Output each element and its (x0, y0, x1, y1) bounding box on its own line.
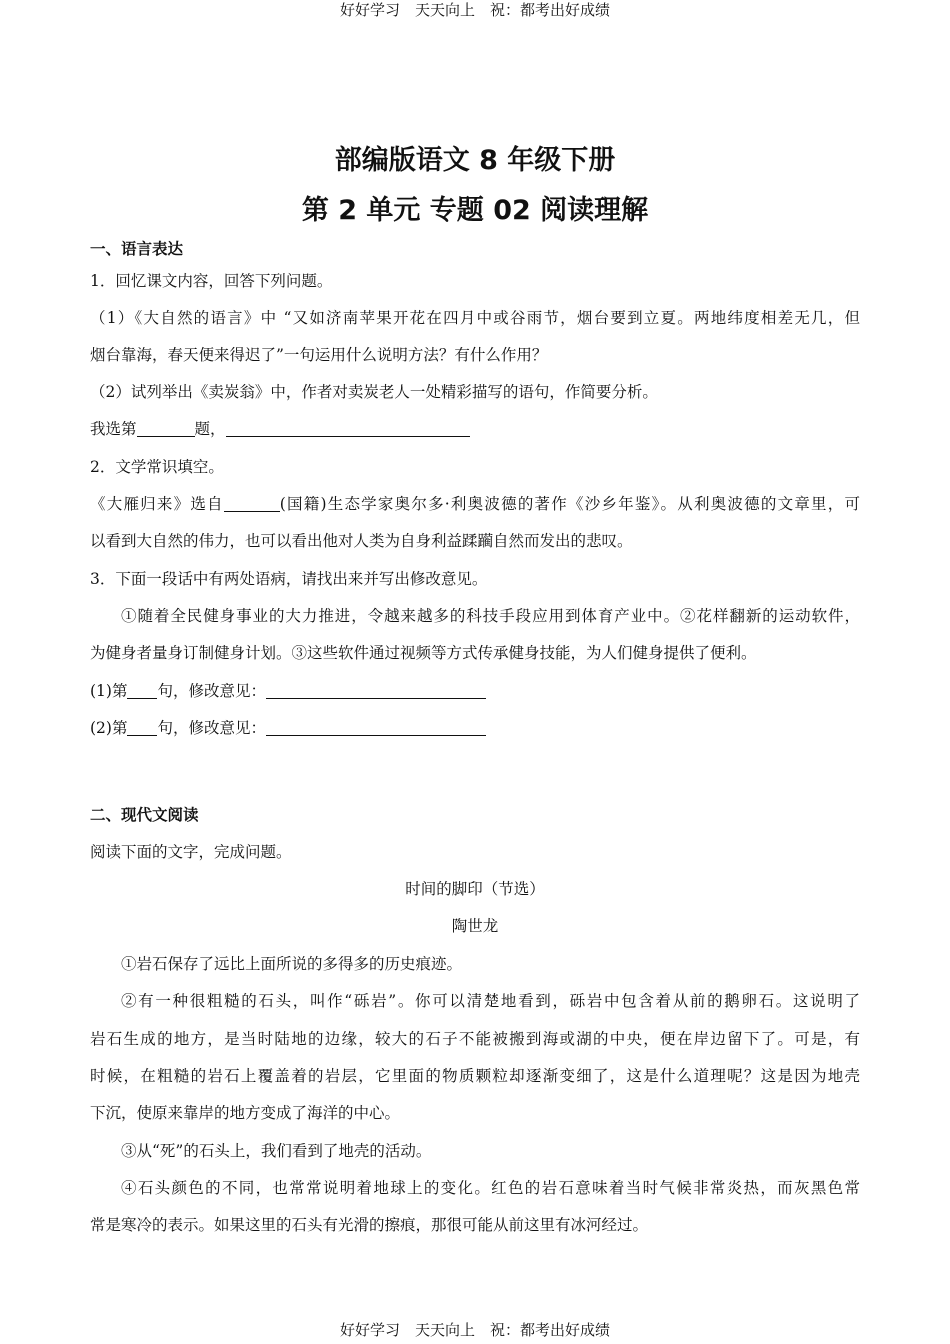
article-paragraph-2-line-1: ②有一种很粗糙的石头，叫作“砾岩”。你可以清楚地看到，砾岩中包含着从前的鹅卵石。这说明了 (121, 992, 860, 1010)
page-footer: 好好学习 天天向上 祝：都考出好成绩 (339, 1321, 610, 1339)
page-header: 好好学习 天天向上 祝：都考出好成绩 (339, 1, 610, 19)
nationality-blank[interactable] (224, 495, 280, 512)
question-1-part-1-line-2: 烟台靠海，春天便来得迟了”一句运用什么说明方法？有什么作用？ (90, 346, 548, 364)
question-2-text-after-blank: (国籍)生态学家奥尔多·利奥波德的著作《沙乡年鉴》。从利奥波德的文章里，可 (279, 495, 860, 513)
sentence-number-blank-1[interactable] (127, 682, 157, 699)
question-2-stem: 2．文学常识填空。 (90, 458, 224, 476)
question-3-paragraph-line-2: 为健身者量身订制健身计划。③这些软件通过视频等方式传承健身技能，为人们健身提供了便利。 (90, 644, 757, 662)
article-paragraph-4-line-1: ④石头颜色的不同，也常常说明着地球上的变化。红色的岩石意味着当时气候非常炎热，而灰黑色常 (121, 1179, 860, 1197)
article-paragraph-2-line-2: 岩石生成的地方，是当时陆地的边缘，较大的石子不能被搬到海或湖的中央，便在岸边留下了。可是，有 (90, 1030, 860, 1048)
answer-1-prefix: (1)第 (90, 682, 128, 700)
answer-1-label: 句，修改意见： (157, 682, 266, 700)
sentence-number-blank-2[interactable] (127, 719, 157, 736)
question-number-blank[interactable] (137, 420, 195, 437)
answer-blank[interactable] (226, 420, 470, 437)
article-paragraph-2-line-4: 下沉，使原来靠岸的地方变成了海洋的中心。 (90, 1104, 401, 1122)
section-heading-modern-reading: 二、现代文阅读 (90, 806, 199, 824)
question-1-part-1-line-1: （1）《大自然的语言》中 “又如济南苹果开花在四月中或谷雨节，烟台要到立夏。两地纬度相差无几，但 (90, 309, 860, 327)
article-paragraph-4-line-2: 常是寒冷的表示。如果这里的石头有光滑的擦痕，那很可能从前这里有冰河经过。 (90, 1216, 649, 1234)
answer-2-label: 句，修改意见： (157, 719, 266, 737)
question-2-line-1 (90, 493, 860, 515)
question-3-paragraph-line-1: ①随着全民健身事业的大力推进，令越来越多的科技手段应用到体育产业中。②花样翻新的运动软件， (121, 607, 860, 625)
answer-label-suffix: 题， (194, 420, 226, 438)
document-subtitle: 第 2 单元 专题 02 阅读理解 (301, 195, 649, 226)
question-3-answer-1 (90, 680, 860, 702)
answer-2-prefix: (2)第 (90, 719, 128, 737)
reading-instruction: 阅读下面的文字，完成问题。 (90, 843, 292, 861)
article-title: 时间的脚印（节选） (405, 880, 545, 898)
question-3-answer-2 (90, 717, 860, 739)
question-1-part-2: （2）试列举出《卖炭翁》中，作者对卖炭老人一处精彩描写的语句，作简要分析。 (90, 383, 658, 401)
question-2-line-2: 以看到大自然的伟力，也可以看出他对人类为自身利益蹂躏自然而发出的悲叹。 (90, 532, 633, 550)
question-1-answer-line (90, 418, 860, 440)
document-title: 部编版语文 8 年级下册 (334, 145, 616, 176)
revision-blank-2[interactable] (266, 719, 486, 736)
article-paragraph-1: ①岩石保存了远比上面所说的多得多的历史痕迹。 (121, 955, 463, 973)
question-1-stem: 1．回忆课文内容，回答下列问题。 (90, 272, 333, 290)
revision-blank-1[interactable] (266, 682, 486, 699)
section-heading-language-expression: 一、语言表达 (90, 240, 184, 258)
question-2-text-before-blank: 《大雁归来》选自 (90, 495, 224, 513)
article-author: 陶世龙 (451, 917, 499, 935)
article-paragraph-2-line-3: 时候，在粗糙的岩石上覆盖着的岩层，它里面的物质颗粒却逐渐变细了，这是什么道理呢？这是因为地壳 (90, 1067, 860, 1085)
question-3-stem: 3．下面一段话中有两处语病，请找出来并写出修改意见。 (90, 570, 488, 588)
article-paragraph-3: ③从“死”的石头上，我们看到了地壳的活动。 (121, 1142, 432, 1160)
answer-label-prefix: 我选第 (90, 420, 137, 438)
